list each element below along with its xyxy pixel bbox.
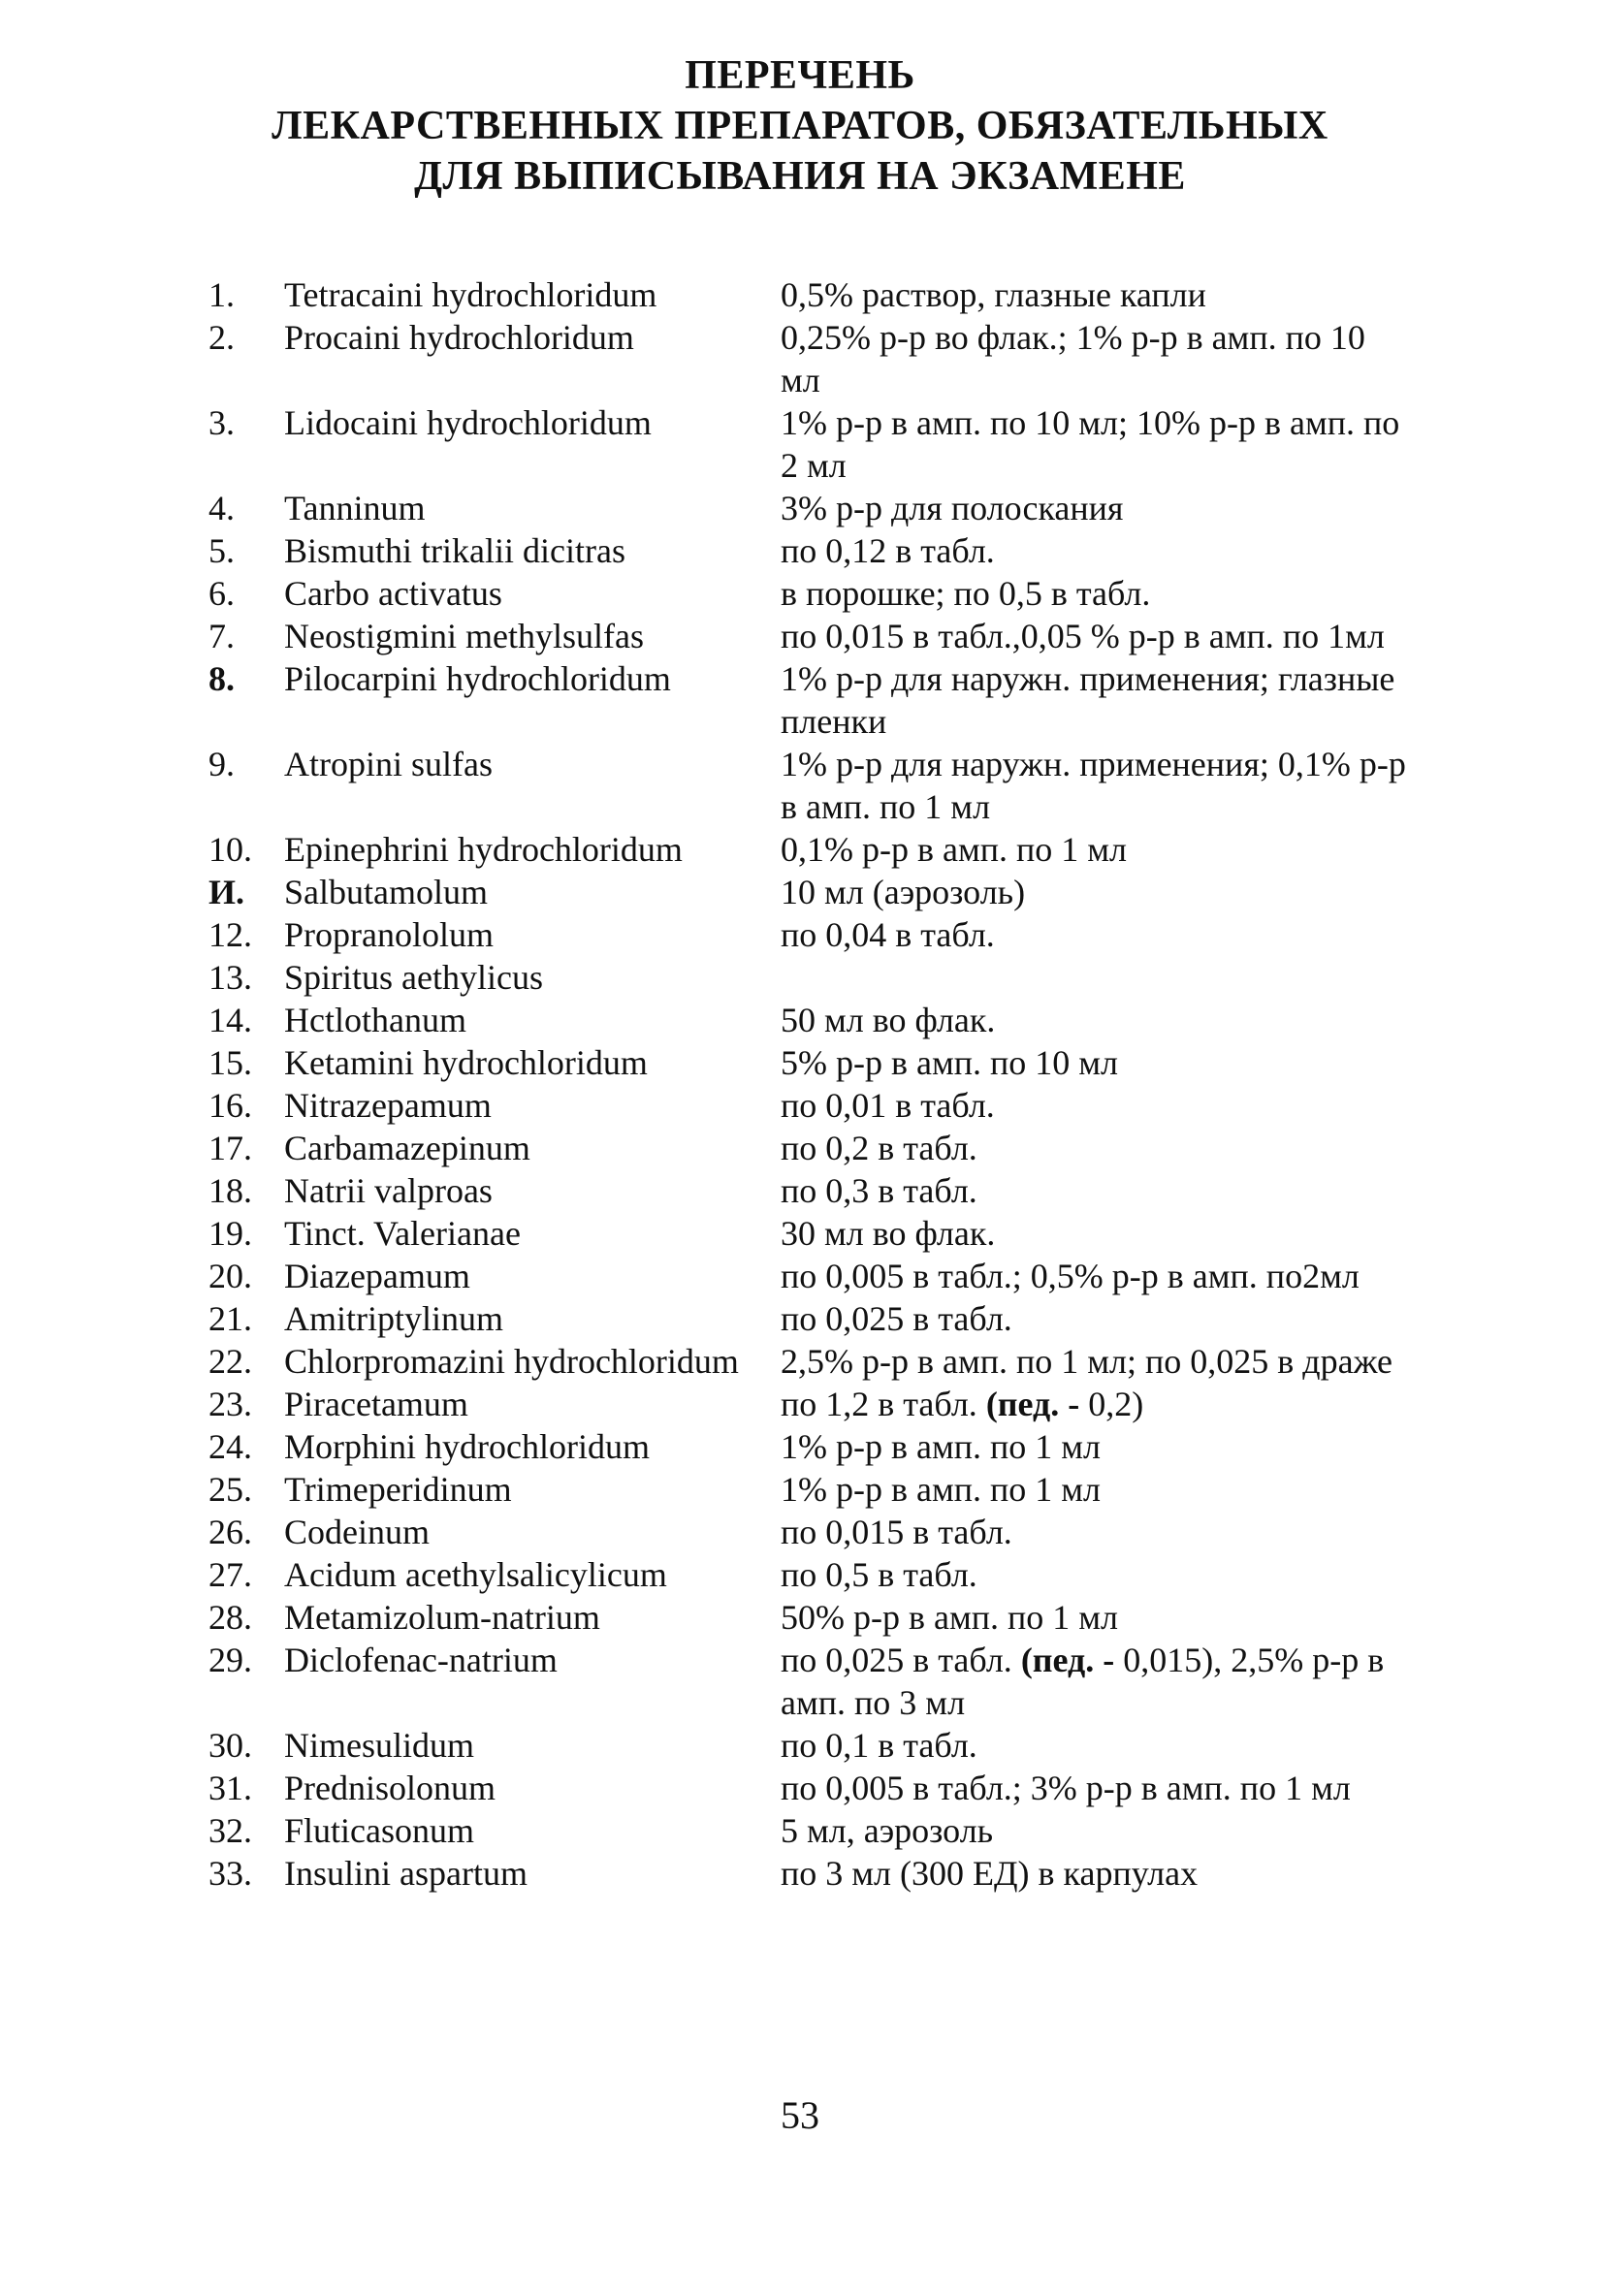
drug-form: [781, 572, 1411, 615]
drug-form: [781, 1639, 1411, 1724]
list-item: [208, 572, 1411, 615]
drug-form-text: 50% р-р в амп. по 1 мл: [781, 1598, 1119, 1637]
drug-form: [781, 1084, 1411, 1127]
drug-form-text: 1% р-р в амп. по 1 мл: [781, 1427, 1102, 1466]
list-item: [208, 1127, 1411, 1169]
list-item: [208, 1767, 1411, 1809]
drug-name: Propranololum: [284, 915, 494, 954]
list-item: [208, 999, 1411, 1041]
drug-form-text: по 0,5 в табл.: [781, 1555, 977, 1594]
drug-name: Hctlothanum: [284, 1001, 466, 1039]
list-item: [208, 1212, 1411, 1255]
drug-form: [781, 1041, 1411, 1084]
page-title: [0, 50, 1600, 202]
list-item: [208, 1724, 1411, 1767]
drug-name: Fluticasonum: [284, 1811, 474, 1850]
item-number: 15.: [208, 1043, 252, 1082]
drug-name: Chlorpromazini hydrochloridum: [284, 1342, 739, 1381]
item-number: 19.: [208, 1214, 252, 1253]
item-number: 14.: [208, 1001, 252, 1039]
drug-form: [781, 1255, 1411, 1297]
drug-form: [781, 999, 1411, 1041]
item-number: 20.: [208, 1257, 252, 1295]
drug-name: Trimeperidinum: [284, 1470, 512, 1509]
drug-name: Spiritus aethylicus: [284, 958, 543, 997]
drug-form: [781, 1767, 1411, 1809]
item-number: 10.: [208, 830, 252, 869]
item-number: 25.: [208, 1470, 252, 1509]
list-item: [208, 1511, 1411, 1553]
drug-form-text: 0,5% раствор, глазные капли: [781, 275, 1206, 314]
drug-form: [781, 1169, 1411, 1212]
item-number: 28.: [208, 1598, 252, 1637]
page-number: 53: [781, 2093, 819, 2137]
drug-form-text: 1% р-р для наружн. применения; 0,1% р-р в амп. по 1 мл: [781, 745, 1406, 826]
list-item: [208, 615, 1411, 657]
item-number: 12.: [208, 915, 252, 954]
item-number: 2.: [208, 318, 235, 357]
drug-form-text: 1% р-р для наружн. применения; глазные пленки: [781, 659, 1395, 741]
drug-name: Prednisolonum: [284, 1769, 496, 1807]
drug-form-text: по 0,3 в табл.: [781, 1171, 977, 1210]
item-number: 24.: [208, 1427, 252, 1466]
drug-form-text: по 0,12 в табл.: [781, 531, 995, 570]
drug-form-text: по 1,2 в табл.: [781, 1385, 977, 1423]
list-item: [208, 1383, 1411, 1425]
pediatric-dose-label: (пед. -: [985, 1385, 1080, 1423]
drug-name: Ketamini hydrochloridum: [284, 1043, 648, 1082]
drug-name: Tinct. Valerianae: [284, 1214, 521, 1253]
title-line-2: ЛЕКАРСТВЕННЫХ ПРЕПАРАТОВ, ОБЯЗАТЕЛЬНЫХ: [272, 104, 1328, 148]
list-item: [208, 487, 1411, 529]
list-item: [208, 273, 1411, 316]
drug-form-text: по 3 мл (300 ЕД) в карпулах: [781, 1854, 1199, 1893]
drug-name: Nitrazepamum: [284, 1086, 492, 1125]
list-item: [208, 316, 1411, 401]
title-line-3: ДЛЯ ВЫПИСЫВАНИЯ НА ЭКЗАМЕНЕ: [414, 154, 1186, 199]
drug-form: [781, 913, 1411, 956]
drug-form-tail: 0,015), 2,5% р-р в амп. по 3 мл: [781, 1641, 1385, 1722]
drug-form-text: в порошке; по 0,5 в табл.: [781, 574, 1151, 613]
drug-form-text: по 0,01 в табл.: [781, 1086, 995, 1125]
drug-form-text: по 0,005 в табл.; 3% р-р в амп. по 1 мл: [781, 1769, 1351, 1807]
drug-form: [781, 1297, 1411, 1340]
drug-form-text: 5 мл, аэрозоль: [781, 1811, 994, 1850]
item-number: 1.: [208, 275, 235, 314]
drug-name: Pilocarpini hydrochloridum: [284, 659, 671, 698]
drug-name: Natrii valproas: [284, 1171, 493, 1210]
drug-form-text: по 0,015 в табл.: [781, 1513, 1012, 1551]
drug-form-text: по 0,04 в табл.: [781, 915, 995, 954]
drug-form: [781, 657, 1411, 743]
drug-name: Amitriptylinum: [284, 1299, 504, 1338]
list-item: [208, 871, 1411, 913]
drug-name: Neostigmini methylsulfas: [284, 617, 644, 655]
drug-name: Tetracaini hydrochloridum: [284, 275, 657, 314]
list-item: [208, 1596, 1411, 1639]
drug-form-text: 1% р-р в амп. по 10 мл; 10% р-р в амп. по 2 мл: [781, 403, 1400, 485]
item-number: 17.: [208, 1129, 252, 1167]
list-item: [208, 1809, 1411, 1852]
item-number: 8.: [208, 659, 235, 698]
item-number: 13.: [208, 958, 252, 997]
list-item: [208, 1297, 1411, 1340]
list-item: [208, 1169, 1411, 1212]
pediatric-dose-label: (пед. -: [1020, 1641, 1115, 1679]
item-number: 22.: [208, 1342, 252, 1381]
drug-form: [781, 828, 1411, 871]
list-item: [208, 1340, 1411, 1383]
item-number: 7.: [208, 617, 235, 655]
item-number: 3.: [208, 403, 235, 442]
drug-name: Codeinum: [284, 1513, 430, 1551]
drug-form: [781, 1852, 1411, 1895]
drug-form-text: 0,1% р-р в амп. по 1 мл: [781, 830, 1128, 869]
drug-form: [781, 1596, 1411, 1639]
drug-form: [781, 1724, 1411, 1767]
drug-form-text: 10 мл (аэрозоль): [781, 873, 1026, 911]
list-item: [208, 956, 1411, 999]
drug-name: Tanninum: [284, 489, 426, 527]
drug-form-text: 1% р-р в амп. по 1 мл: [781, 1470, 1102, 1509]
drug-form-text: по 0,025 в табл.: [781, 1299, 1012, 1338]
drug-form-tail: 0,2): [1088, 1385, 1144, 1423]
drug-form: [781, 487, 1411, 529]
drug-form: [781, 956, 1411, 999]
list-item: [208, 1041, 1411, 1084]
list-item: [208, 1852, 1411, 1895]
item-number: 26.: [208, 1513, 252, 1551]
list-item: [208, 1639, 1411, 1724]
drug-form: [781, 1809, 1411, 1852]
list-item: [208, 828, 1411, 871]
item-number: 16.: [208, 1086, 252, 1125]
title-line-1: ПЕРЕЧЕНЬ: [685, 53, 915, 98]
drug-form-text: по 0,015 в табл.,0,05 % р-р в амп. по 1мл: [781, 617, 1385, 655]
drug-form: [781, 401, 1411, 487]
drug-list: [208, 273, 1411, 1895]
item-number: 27.: [208, 1555, 252, 1594]
drug-name: Diclofenac-natrium: [284, 1641, 558, 1679]
drug-form: [781, 1340, 1411, 1383]
drug-name: Procaini hydrochloridum: [284, 318, 634, 357]
drug-name: Atropini sulfas: [284, 745, 493, 783]
drug-form: [781, 1425, 1411, 1468]
list-item: [208, 1255, 1411, 1297]
item-number: 29.: [208, 1641, 252, 1679]
drug-name: Piracetamum: [284, 1385, 468, 1423]
drug-form: [781, 1127, 1411, 1169]
item-number: И.: [208, 873, 245, 911]
drug-form: [781, 743, 1411, 828]
drug-form-text: 50 мл во флак.: [781, 1001, 996, 1039]
item-number: 23.: [208, 1385, 252, 1423]
drug-form: [781, 1383, 1411, 1425]
drug-name: Epinephrini hydrochloridum: [284, 830, 683, 869]
list-item: [208, 401, 1411, 487]
drug-form: [781, 529, 1411, 572]
drug-name: Metamizolum-natrium: [284, 1598, 600, 1637]
list-item: [208, 913, 1411, 956]
list-item: [208, 529, 1411, 572]
drug-form-text: 2,5% р-р в амп. по 1 мл; по 0,025 в драже: [781, 1342, 1392, 1381]
drug-form: [781, 1212, 1411, 1255]
drug-form-text: по 0,005 в табл.; 0,5% р-р в амп. по2мл: [781, 1257, 1360, 1295]
item-number: 4.: [208, 489, 235, 527]
drug-form-text: 3% р-р для полоскания: [781, 489, 1124, 527]
drug-name: Diazepamum: [284, 1257, 470, 1295]
list-item: [208, 657, 1411, 743]
drug-name: Lidocaini hydrochloridum: [284, 403, 652, 442]
drug-form: [781, 871, 1411, 913]
drug-form-text: по 0,1 в табл.: [781, 1726, 977, 1765]
drug-form: [781, 1553, 1411, 1596]
drug-form: [781, 1468, 1411, 1511]
drug-form-text: по 0,2 в табл.: [781, 1129, 977, 1167]
item-number: 5.: [208, 531, 235, 570]
drug-name: Insulini aspartum: [284, 1854, 528, 1893]
list-item: [208, 1468, 1411, 1511]
drug-form: [781, 316, 1411, 401]
list-item: [208, 1553, 1411, 1596]
drug-form-text: 5% р-р в амп. по 10 мл: [781, 1043, 1119, 1082]
drug-form-text: 0,25% р-р во флак.; 1% р-р в амп. по 10 мл: [781, 318, 1365, 399]
list-item: [208, 1084, 1411, 1127]
item-number: 31.: [208, 1769, 252, 1807]
list-item: [208, 1425, 1411, 1468]
drug-name: Carbamazepinum: [284, 1129, 530, 1167]
item-number: 33.: [208, 1854, 252, 1893]
drug-name: Nimesulidum: [284, 1726, 474, 1765]
drug-name: Bismuthi trikalii dicitras: [284, 531, 625, 570]
item-number: 30.: [208, 1726, 252, 1765]
item-number: 21.: [208, 1299, 252, 1338]
drug-name: Carbo activatus: [284, 574, 502, 613]
list-item: [208, 743, 1411, 828]
item-number: 9.: [208, 745, 235, 783]
drug-name: Morphini hydrochloridum: [284, 1427, 650, 1466]
drug-form-text: 30 мл во флак.: [781, 1214, 996, 1253]
drug-form: [781, 1511, 1411, 1553]
drug-form: [781, 615, 1411, 657]
item-number: 32.: [208, 1811, 252, 1850]
drug-form: [781, 273, 1411, 316]
drug-name: Acidum acethylsalicylicum: [284, 1555, 667, 1594]
drug-form-text: по 0,025 в табл.: [781, 1641, 1012, 1679]
item-number: 6.: [208, 574, 235, 613]
drug-name: Salbutamolum: [284, 873, 488, 911]
item-number: 18.: [208, 1171, 252, 1210]
